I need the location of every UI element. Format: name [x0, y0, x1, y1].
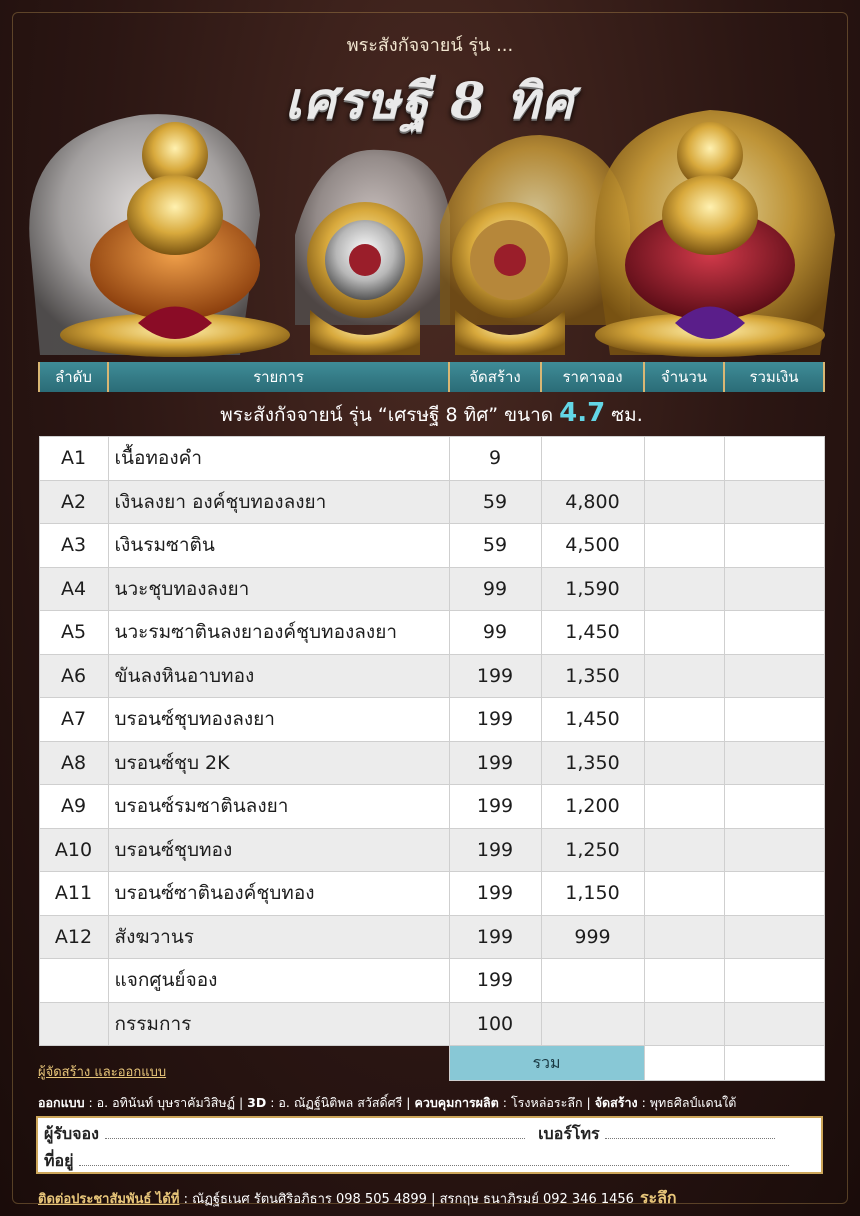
row-produced: 9 — [449, 437, 541, 481]
credit-label-production: ควบคุมการผลิต — [414, 1095, 499, 1110]
amulet-artwork — [20, 95, 840, 360]
row-quantity-cell[interactable] — [644, 524, 724, 568]
row-name: เนื้อทองคำ — [108, 437, 449, 481]
row-produced: 199 — [449, 785, 541, 829]
row-name: เงินรมซาติน — [108, 524, 449, 568]
column-header-quantity: จำนวน — [644, 362, 724, 392]
row-total-cell[interactable] — [724, 959, 824, 1003]
column-header-price: ราคาจอง — [541, 362, 644, 392]
credit-text-production: : โรงหล่อระลึก | — [498, 1095, 595, 1110]
row-total-cell[interactable] — [724, 915, 824, 959]
recipient-field[interactable] — [105, 1137, 525, 1139]
address-field[interactable] — [79, 1164, 789, 1166]
row-code: A5 — [39, 611, 108, 655]
row-quantity-cell[interactable] — [644, 480, 724, 524]
phone-label: เบอร์โทร — [538, 1124, 600, 1143]
address-label: ที่อยู่ — [44, 1151, 74, 1170]
table-row — [39, 828, 824, 872]
row-code: A6 — [39, 654, 108, 698]
row-quantity-cell[interactable] — [644, 785, 724, 829]
row-name: แจกศูนย์จอง — [108, 959, 449, 1003]
row-price — [541, 959, 644, 1003]
row-produced: 199 — [449, 741, 541, 785]
silver-coin-amulet — [295, 150, 450, 355]
row-total-cell[interactable] — [724, 524, 824, 568]
credits-line — [38, 1093, 823, 1113]
credit-text-organizer: : พุทธศิลป์แดนใต้ — [637, 1095, 737, 1110]
row-total-cell[interactable] — [724, 828, 824, 872]
column-header-total: รวมเงิน — [724, 362, 824, 392]
row-quantity-cell[interactable] — [644, 959, 724, 1003]
row-name: นวะชุบทองลงยา — [108, 567, 449, 611]
row-code: A12 — [39, 915, 108, 959]
row-price — [541, 437, 644, 481]
table-row — [39, 480, 824, 524]
row-produced: 99 — [449, 611, 541, 655]
row-name: บรอนซ์รมซาตินลงยา — [108, 785, 449, 829]
row-produced: 199 — [449, 959, 541, 1003]
row-code: A11 — [39, 872, 108, 916]
row-total-cell[interactable] — [724, 872, 824, 916]
credit-text-3d: : อ. ณัฏฐ์นิติพล สวัสดิ์ศรี | — [266, 1095, 415, 1110]
row-price: 4,800 — [541, 480, 644, 524]
row-total-cell[interactable] — [724, 567, 824, 611]
table-row — [39, 567, 824, 611]
row-total-cell[interactable] — [724, 741, 824, 785]
column-header-produced: จัดสร้าง — [449, 362, 541, 392]
row-price: 999 — [541, 915, 644, 959]
row-quantity-cell[interactable] — [644, 611, 724, 655]
row-price — [541, 1002, 644, 1046]
price-table — [38, 362, 825, 1081]
row-quantity-cell[interactable] — [644, 915, 724, 959]
credit-text-design: : อ. อทินันท์ บุษราคัมวิสิษฏ์ | — [84, 1095, 248, 1110]
contact-line — [38, 1186, 677, 1211]
row-code: A7 — [39, 698, 108, 742]
table-row — [39, 437, 824, 481]
row-quantity-cell[interactable] — [644, 567, 724, 611]
row-price: 1,450 — [541, 611, 644, 655]
table-caption — [39, 392, 824, 437]
row-quantity-cell[interactable] — [644, 872, 724, 916]
row-price: 1,450 — [541, 698, 644, 742]
row-quantity-cell[interactable] — [644, 828, 724, 872]
recipient-label: ผู้รับจอง — [44, 1124, 99, 1143]
caption-size: 4.7 — [559, 398, 606, 428]
row-price: 4,500 — [541, 524, 644, 568]
row-produced: 199 — [449, 828, 541, 872]
row-name: บรอนซ์ชุบ 2K — [108, 741, 449, 785]
credit-label-3d: 3D — [247, 1095, 267, 1110]
credit-label-design: ออกแบบ — [38, 1095, 85, 1110]
table-row — [39, 1002, 824, 1046]
contact-label: ติดต่อประชาสัมพันธ์ ได้ที่ — [38, 1192, 180, 1207]
caption-text: พระสังกัจจายน์ รุ่น “เศรษฐี 8 ทิศ” ขนาด — [220, 404, 554, 426]
silver-amulet-left — [29, 114, 290, 357]
row-produced: 100 — [449, 1002, 541, 1046]
row-produced: 59 — [449, 524, 541, 568]
row-price: 1,200 — [541, 785, 644, 829]
row-produced: 199 — [449, 872, 541, 916]
row-produced: 99 — [449, 567, 541, 611]
order-form — [36, 1116, 823, 1174]
row-total-cell[interactable] — [724, 480, 824, 524]
row-name: สังฆวานร — [108, 915, 449, 959]
row-price: 1,350 — [541, 741, 644, 785]
row-total-cell[interactable] — [724, 785, 824, 829]
row-name: ขันลงหินอาบทอง — [108, 654, 449, 698]
table-row — [39, 785, 824, 829]
table-row — [39, 915, 824, 959]
row-price: 1,250 — [541, 828, 644, 872]
row-code — [39, 1002, 108, 1046]
column-header-item: รายการ — [108, 362, 449, 392]
row-name: บรอนซ์ซาตินองค์ชุบทอง — [108, 872, 449, 916]
credit-label-organizer: จัดสร้าง — [594, 1095, 638, 1110]
phone-field[interactable] — [605, 1137, 775, 1139]
row-produced: 199 — [449, 698, 541, 742]
gold-amulet-right — [595, 110, 835, 357]
row-quantity-cell[interactable] — [644, 654, 724, 698]
row-total-cell[interactable] — [724, 611, 824, 655]
table-row — [39, 611, 824, 655]
row-produced: 199 — [449, 915, 541, 959]
grand-total-cell[interactable] — [724, 1046, 824, 1081]
row-produced: 199 — [449, 654, 541, 698]
row-name: บรอนซ์ชุบทอง — [108, 828, 449, 872]
row-code: A2 — [39, 480, 108, 524]
page-title: เศรษฐี 8 ทิศ — [284, 71, 576, 130]
row-total-cell[interactable] — [724, 437, 824, 481]
caption-unit: ซม. — [611, 404, 643, 426]
row-code: A8 — [39, 741, 108, 785]
row-name: เงินลงยา องค์ชุบทองลงยา — [108, 480, 449, 524]
row-price: 1,350 — [541, 654, 644, 698]
makers-link[interactable]: ผู้จัดสร้าง และออกแบบ — [38, 1065, 167, 1080]
row-name: กรรมการ — [108, 1002, 449, 1046]
row-code: A4 — [39, 567, 108, 611]
row-name: บรอนซ์ชุบทองลงยา — [108, 698, 449, 742]
row-produced: 59 — [449, 480, 541, 524]
table-row — [39, 524, 824, 568]
row-code: A9 — [39, 785, 108, 829]
brand-logo: ระลึก — [639, 1188, 677, 1207]
row-code: A10 — [39, 828, 108, 872]
row-quantity-cell[interactable] — [644, 437, 724, 481]
row-price: 1,150 — [541, 872, 644, 916]
table-row — [39, 741, 824, 785]
contact-text: : ณัฏฐ์ธเนศ รัตนศิริอภิธาร 098 505 4899 | สรกฤษ ธนาภิรมย์ 092 346 1456 — [179, 1192, 634, 1207]
row-quantity-cell[interactable] — [644, 698, 724, 742]
table-header — [39, 362, 824, 392]
row-price: 1,590 — [541, 567, 644, 611]
table-row — [39, 654, 824, 698]
table-row — [39, 698, 824, 742]
row-name: นวะรมซาตินลงยาองค์ชุบทองลงยา — [108, 611, 449, 655]
row-code: A1 — [39, 437, 108, 481]
row-total-cell[interactable] — [724, 1002, 824, 1046]
page-subtitle: พระสังกัจจายน์ รุ่น ... — [346, 35, 514, 56]
table-row — [39, 872, 824, 916]
row-quantity-cell[interactable] — [644, 1002, 724, 1046]
total-label: รวม — [449, 1046, 644, 1081]
row-code — [39, 959, 108, 1003]
row-code: A3 — [39, 524, 108, 568]
row-total-cell[interactable] — [724, 698, 824, 742]
total-quantity-cell[interactable] — [644, 1046, 724, 1081]
column-header-order: ลำดับ — [39, 362, 108, 392]
table-row — [39, 959, 824, 1003]
row-quantity-cell[interactable] — [644, 741, 724, 785]
row-total-cell[interactable] — [724, 654, 824, 698]
